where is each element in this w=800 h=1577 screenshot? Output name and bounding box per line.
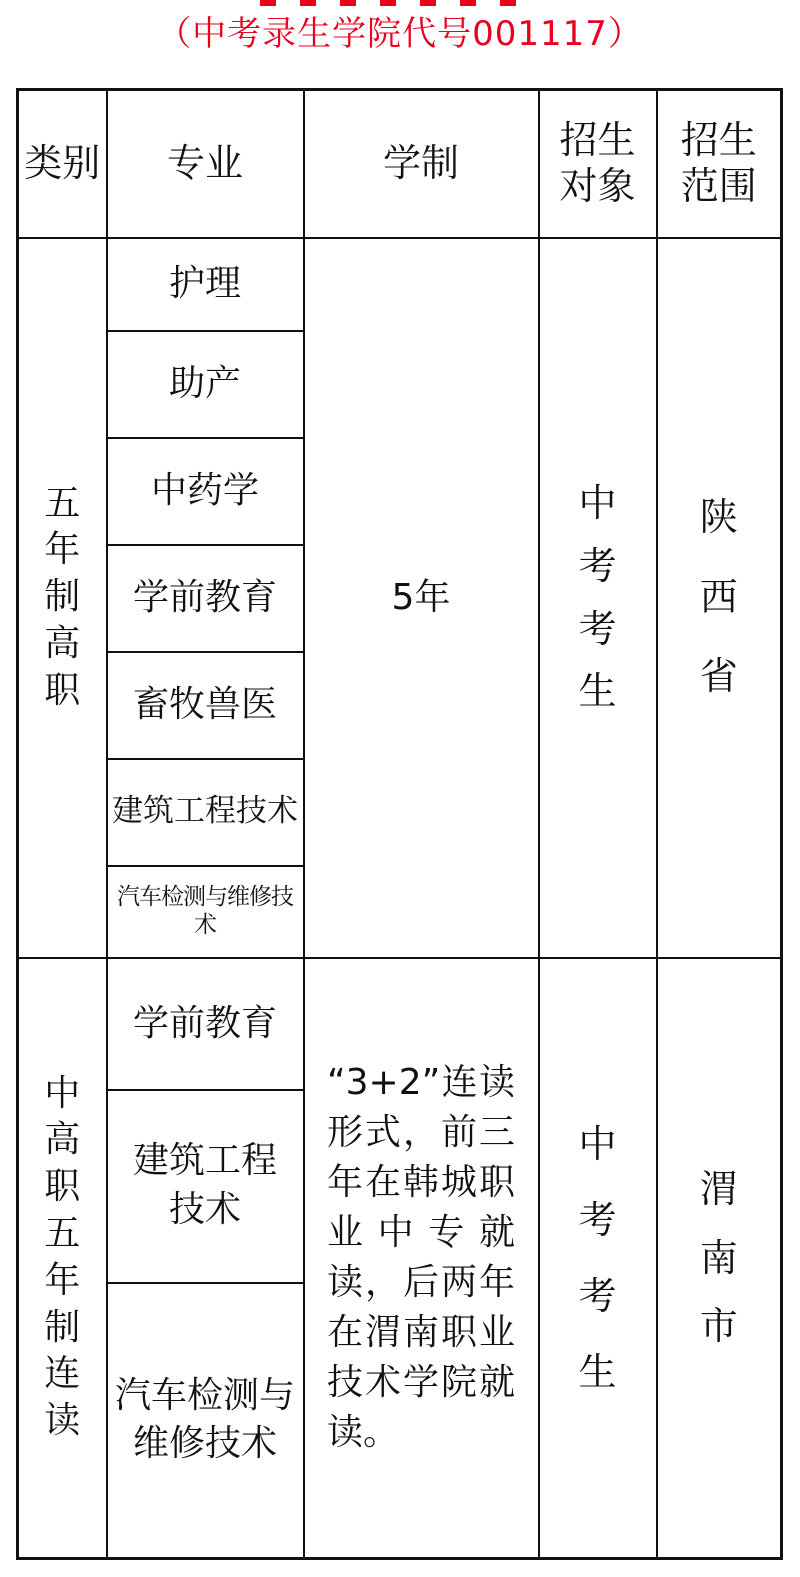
major-cell: 汽车检测与维修技术 bbox=[107, 866, 304, 958]
major-cell: 汽车检测与维修技术 bbox=[107, 1283, 304, 1559]
major-cell: 建筑工程技术 bbox=[107, 1090, 304, 1283]
major-cell: 学前教育 bbox=[107, 958, 304, 1090]
table-row bbox=[18, 238, 782, 331]
header-scope: 招生范围 bbox=[657, 90, 782, 238]
enrollment-table bbox=[16, 88, 783, 1560]
header-duration: 学制 bbox=[304, 90, 539, 238]
header-category: 类别 bbox=[18, 90, 107, 238]
header-major: 专业 bbox=[107, 90, 304, 238]
major-cell: 畜牧兽医 bbox=[107, 652, 304, 759]
header-target: 招生对象 bbox=[539, 90, 657, 238]
target-five-year: 中考考生 bbox=[539, 238, 657, 958]
major-cell: 建筑工程技术 bbox=[107, 759, 304, 866]
table-row bbox=[18, 958, 782, 1090]
major-cell: 中药学 bbox=[107, 438, 304, 545]
major-cell: 学前教育 bbox=[107, 545, 304, 652]
target-joint: 中考考生 bbox=[539, 958, 657, 1559]
scope-five-year: 陕西省 bbox=[657, 238, 782, 958]
duration-joint: “3+2”连读形式，前三年在韩城职业中专就读，后两年在渭南职业技术学院就读。 bbox=[304, 958, 539, 1559]
category-five-year: 五年制高职 bbox=[18, 238, 107, 958]
top-decoration bbox=[260, 0, 540, 6]
major-cell: 护理 bbox=[107, 238, 304, 331]
duration-five-year: 5年 bbox=[304, 238, 539, 958]
major-cell: 助产 bbox=[107, 331, 304, 438]
college-code-line: （中考录生学院代号001117） bbox=[157, 14, 643, 54]
scope-joint: 渭南市 bbox=[657, 958, 782, 1559]
category-joint: 中高职五年制连读 bbox=[18, 958, 107, 1559]
table-header-row bbox=[18, 90, 782, 238]
